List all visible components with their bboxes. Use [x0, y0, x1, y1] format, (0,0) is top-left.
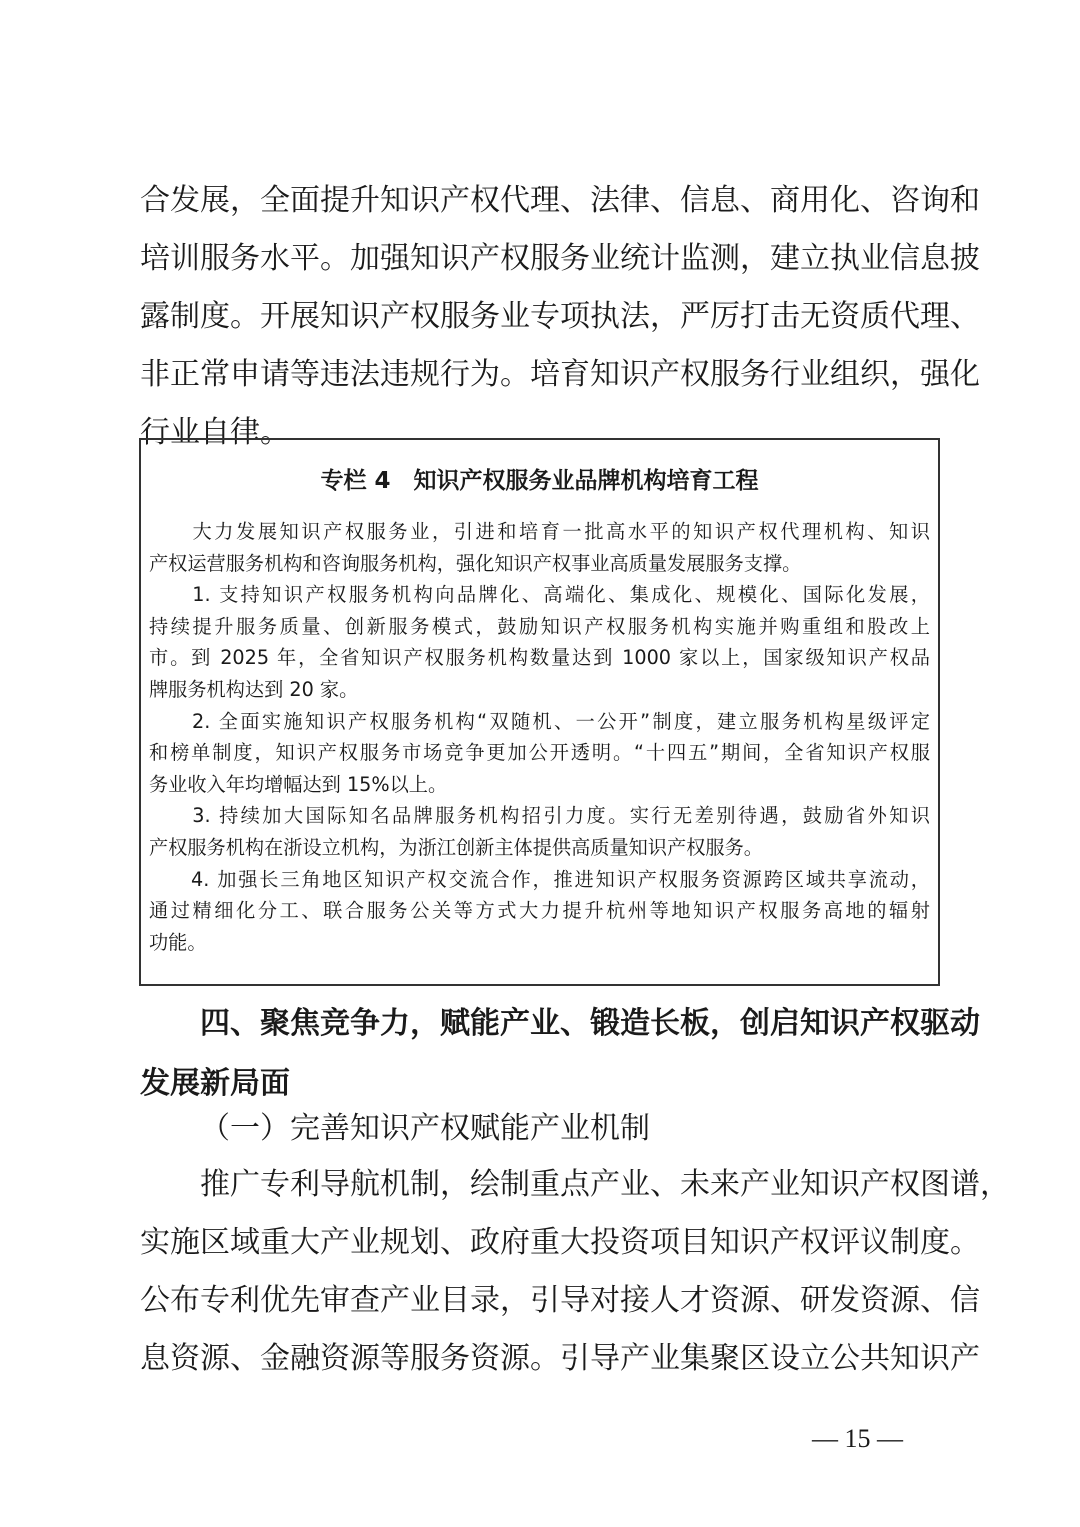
box-line: 产权服务机构在浙设立机构，为浙江创新主体提供高质量知识产权服务。 — [149, 835, 763, 859]
page-number: — 15 — — [812, 1424, 903, 1453]
heading-line: 四、聚焦竞争力，赋能产业、锻造长板，创启知识产权驱动 — [140, 1006, 980, 1041]
text-line: 露制度。开展知识产权服务业专项执法，严厉打击无资质代理、 — [140, 299, 980, 334]
box-line: 1. 支持知识产权服务机构向品牌化、高端化、集成化、规模化、国际化发展， — [149, 583, 930, 607]
box-line: 持续提升服务质量、创新服务模式，鼓励知识产权服务机构实施并购重组和股改上 — [149, 614, 930, 638]
box-line: 市。到 2025 年，全省知识产权服务机构数量达到 1000 家以上，国家级知识产权品 — [149, 646, 930, 670]
box-line: 牌服务机构达到 20 家。 — [149, 677, 359, 701]
column-box — [139, 438, 940, 986]
bottom-paragraph — [140, 1156, 1010, 1388]
box-line: 务业收入年均增幅达到 15%以上。 — [149, 772, 448, 796]
box-body — [149, 516, 930, 958]
top-paragraph — [140, 172, 980, 462]
box-line: 2. 全面实施知识产权服务机构“双随机、一公开”制度，建立服务机构星级评定 — [149, 709, 930, 733]
text-line: 息资源、金融资源等服务资源。引导产业集聚区设立公共知识产 — [140, 1341, 980, 1376]
box-line: 大力发展知识产权服务业，引进和培育一批高水平的知识产权代理机构、知识 — [149, 520, 930, 543]
box-line: 功能。 — [149, 930, 207, 954]
box-line: 产权运营服务机构和咨询服务机构，强化知识产权事业高质量发展服务支撑。 — [149, 551, 802, 575]
box-line: 和榜单制度，知识产权服务市场竞争更加公开透明。“十四五”期间，全省知识产权服 — [149, 741, 930, 765]
heading-line: 发展新局面 — [140, 1066, 290, 1101]
text-line: 行业自律。 — [140, 415, 290, 450]
text-line: 实施区域重大产业规划、政府重大投资项目知识产权评议制度。 — [140, 1225, 980, 1260]
text-line: 培训服务水平。加强知识产权服务业统计监测，建立执业信息披 — [140, 241, 980, 276]
text-line: 公布专利优先审查产业目录，引导对接人才资源、研发资源、信 — [140, 1283, 980, 1318]
text-line: 推广专利导航机制，绘制重点产业、未来产业知识产权图谱， — [140, 1167, 1010, 1202]
subsection-heading: （一）完善知识产权赋能产业机制 — [200, 1111, 650, 1146]
box-line: 3. 持续加大国际知名品牌服务机构招引力度。实行无差别待遇，鼓励省外知识 — [149, 804, 930, 828]
text-line: 合发展，全面提升知识产权代理、法律、信息、商用化、咨询和 — [140, 183, 980, 218]
box-title: 专栏 4 知识产权服务业品牌机构培育工程 — [320, 468, 759, 494]
box-line: 4. 加强长三角地区知识产权交流合作，推进知识产权服务资源跨区域共享流动， — [149, 867, 930, 891]
text-line: 非正常申请等违法违规行为。培育知识产权服务行业组织，强化 — [140, 357, 980, 392]
section-heading — [140, 994, 980, 1114]
box-line: 通过精细化分工、联合服务公关等方式大力提升杭州等地知识产权服务高地的辐射 — [149, 899, 930, 923]
